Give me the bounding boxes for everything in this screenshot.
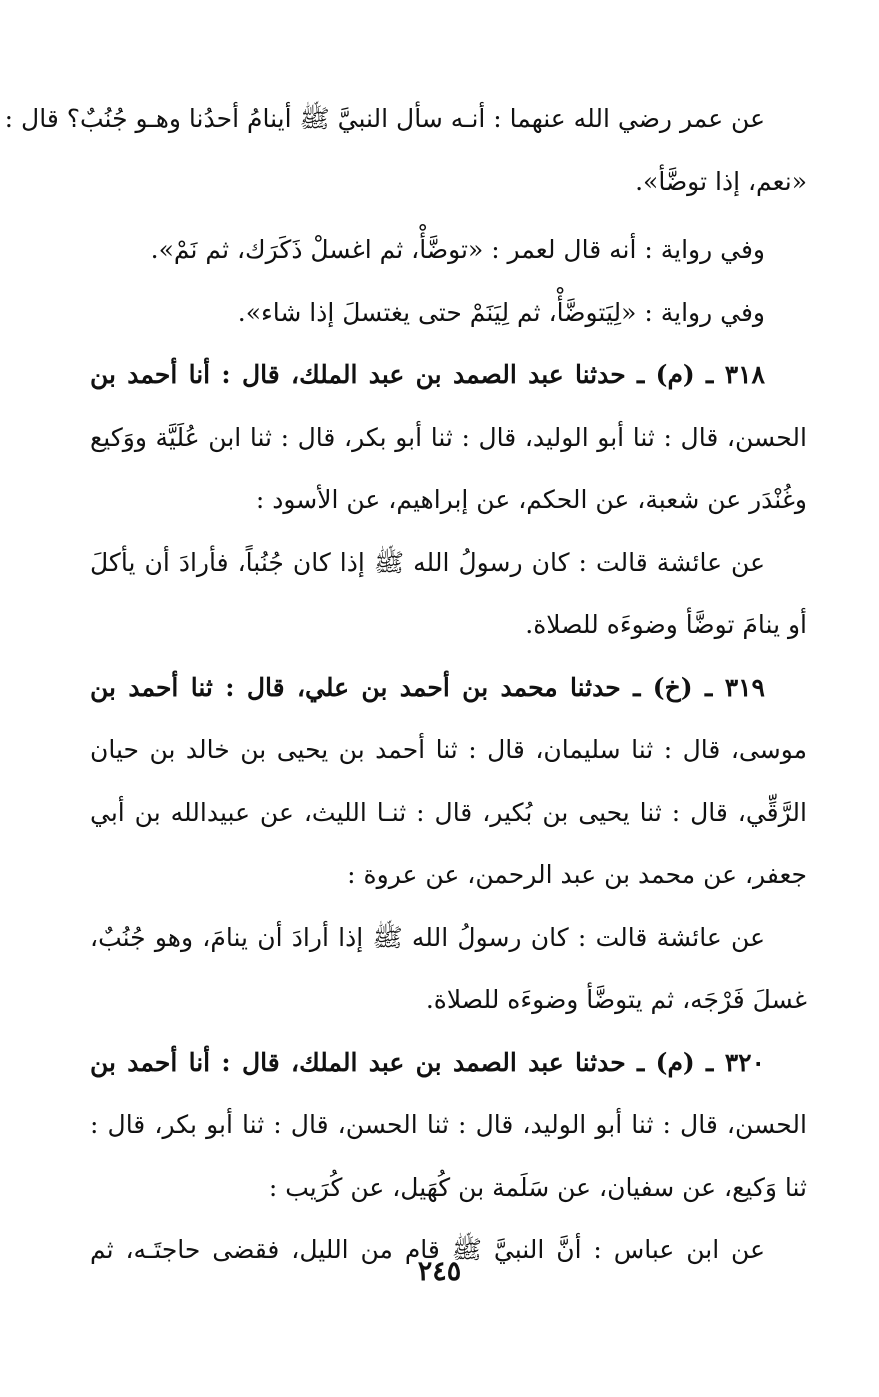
page-number: ٢٤٥ bbox=[417, 1256, 462, 1287]
hadith-319-matn-line-2: غسلَ فَرْجَه، ثم يتوضَّأ وضوءَه للصلاة. bbox=[425, 985, 807, 1014]
hadith-318-matn-line-2: أو ينامَ توضَّأ وضوءَه للصلاة. bbox=[525, 610, 807, 639]
hadith-319-line-3: الرَّقِّي، قال : ثنا يحيى بن بُكير، قال : ثنـا الليث، عن عبيدالله بن أبي bbox=[90, 797, 807, 827]
hadith-319-line-1: ٣١٩ ـ (خ) ـ حدثنا محمد بن أحمد بن علي، قال : ثنا أحمد بن bbox=[90, 672, 765, 702]
hadith-319-line-4: جعفر، عن محمد بن عبد الرحمن، عن عروة : bbox=[347, 860, 807, 889]
hadith-318-matn-line-1: عن عائشة قالت : كان رسولُ الله ﷺ إذا كان جُنُباً، فأرادَ أن يأكلَ bbox=[90, 547, 765, 577]
hadith-319-matn-line-1: عن عائشة قالت : كان رسولُ الله ﷺ إذا أرادَ أن ينامَ، وهو جُنُبٌ، bbox=[90, 922, 765, 952]
hadith-318-line-2: الحسن، قال : ثنا أبو الوليد، قال : ثنا أبو بكر، قال : ثنا ابن عُلَيَّة ووَكيع bbox=[90, 422, 807, 452]
hadith-318-line-1: ٣١٨ ـ (م) ـ حدثنا عبد الصمد بن عبد الملك، قال : أنا أحمد بن bbox=[90, 360, 765, 389]
page-body bbox=[4, 88, 807, 1282]
text-line-3: وفي رواية : أنه قال لعمر : «توضَّأْ، ثم اغسلْ ذَكَرَك، ثم نَمْ». bbox=[150, 235, 765, 264]
hadith-319-line-2: موسى، قال : ثنا سليمان، قال : ثنا أحمد بن يحيى بن خالد بن حيان bbox=[90, 735, 807, 764]
text-line-2: «نعم، إذا توضَّأ». bbox=[635, 166, 807, 196]
text-line-1: عن عمر رضي الله عنهما : أنـه سأل النبيَّ ﷺ أينامُ أحدُنا وهـو جُنُبٌ؟ قال : bbox=[4, 104, 765, 133]
hadith-320-line-1: ٣٢٠ ـ (م) ـ حدثنا عبد الصمد بن عبد الملك، قال : أنا أحمد بن bbox=[90, 1047, 765, 1077]
text-line-4: وفي رواية : «لِيَتوضَّأْ، ثم لِيَنَمْ حتى يغتسلَ إذا شاء». bbox=[237, 297, 765, 327]
hadith-320-line-3: ثنا وَكيع، عن سفيان، عن سَلَمة بن كُهَيل، عن كُرَيب : bbox=[268, 1172, 807, 1202]
hadith-318-line-3: وغُنْدَر عن شعبة، عن الحكم، عن إبراهيم، عن الأسود : bbox=[255, 485, 807, 514]
hadith-320-matn-line-1: عن ابن عباس : أنَّ النبيَّ ﷺ قام من الليل، فقضى حاجتَـه، ثم bbox=[90, 1235, 765, 1264]
hadith-320-line-2: الحسن، قال : ثنا أبو الوليد، قال : ثنا الحسن، قال : ثنا أبو بكر، قال : bbox=[90, 1110, 807, 1139]
